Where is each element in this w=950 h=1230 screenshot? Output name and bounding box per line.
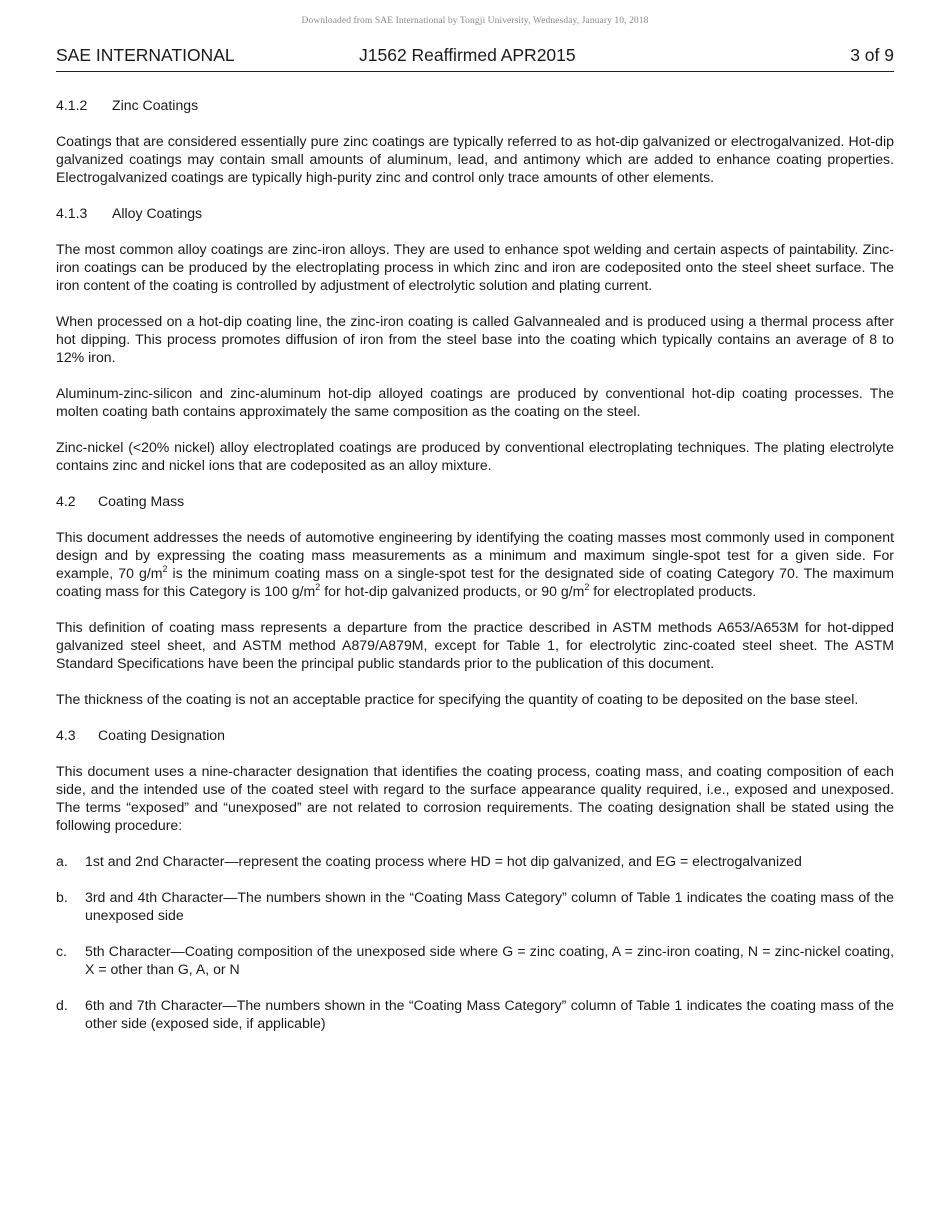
paragraph: This definition of coating mass represents a departure from the practice described in ASTM methods A653/A653M for hot-dipped galvanized steel sheet, and ASTM method A879/A879M, except for Table 1, for electrolytic zinc-coated steel sheet. The ASTM Standard Specifications have been the principal public standards prior to the publication of this document. (56, 619, 894, 671)
text-run: is the minimum coating mass on a single-spot test for the designated side of coating Category 70. The maximum coating mass for this Category is 100 g/m (56, 565, 894, 599)
page-number: 3 of 9 (850, 45, 894, 65)
section-heading-4-1-2 (56, 96, 894, 114)
list-item (56, 852, 894, 870)
list-item-text: 3rd and 4th Character—The numbers shown in the “Coating Mass Category” column of Table 1 indicates the coating mass of the unexposed side (85, 889, 894, 923)
section-title: Coating Designation (98, 727, 225, 743)
list-item (56, 996, 894, 1032)
document-id: J1562 Reaffirmed APR2015 (359, 45, 576, 65)
section-title: Alloy Coatings (112, 205, 203, 221)
paragraph: The thickness of the coating is not an acceptable practice for specifying the quantity of coating to be deposited on the base steel. (56, 691, 859, 707)
section-heading-4-2 (56, 492, 894, 510)
paragraph: This document uses a nine-character designation that identifies the coating process, coating mass, and coating composition of each side, and the intended use of the coated steel with regard to the surface appearance quality required, i.e., exposed and unexposed. The terms “exposed” and “unexposed” are not related to corrosion requirements. The coating designation shall be stated using the following procedure: (56, 763, 894, 833)
section-number: 4.2 (56, 493, 76, 509)
section-number: 4.1.3 (56, 205, 88, 221)
list-marker: c. (56, 943, 67, 959)
section-title: Coating Mass (98, 493, 185, 509)
list-item-text: 1st and 2nd Character—represent the coating process where HD = hot dip galvanized, and EG = electrogalvanized (85, 853, 802, 869)
page-header (56, 45, 894, 72)
text-run: This document addresses the needs of automotive engineering by identifying the coating masses most commonly used in component design and by expressing the coating mass measurements as a minimum and maximum single-spot test for a given side. For example, 70 g/m (56, 529, 894, 581)
section-number: 4.3 (56, 727, 76, 743)
list-marker: b. (56, 889, 68, 905)
download-watermark: Downloaded from SAE International by Tongji University, Wednesday, January 10, 2018 (301, 16, 649, 26)
text-run: for electroplated products. (589, 583, 757, 599)
list-item-text: 6th and 7th Character—The numbers shown in the “Coating Mass Category” column of Table 1 indicates the coating mass of the other side (exposed side, if applicable) (85, 997, 894, 1031)
superscript: 2 (584, 582, 590, 592)
list-item (56, 942, 894, 978)
superscript: 2 (162, 564, 168, 574)
list-item-text: 5th Character—Coating composition of the unexposed side where G = zinc coating, A = zinc-iron coating, N = zinc-nickel coating, X = other than G, A, or N (85, 943, 894, 977)
paragraph: Aluminum-zinc-silicon and zinc-aluminum hot-dip alloyed coatings are produced by conventional hot-dip coating processes. The molten coating bath contains approximately the same composition as the coating on the steel. (56, 385, 894, 419)
text-run: for hot-dip galvanized products, or 90 g/m (320, 583, 585, 599)
paragraph: The most common alloy coatings are zinc-iron alloys. They are used to enhance spot welding and certain aspects of paintability. Zinc-iron coatings can be produced by the electroplating process in which zinc and iron are codeposited onto the steel sheet surface. The iron content of the coating is controlled by adjustment of electrolytic solution and plating current. (56, 241, 894, 293)
section-title: Zinc Coatings (112, 97, 199, 113)
paragraph: Coatings that are considered essentially pure zinc coatings are typically referred to as hot-dip galvanized or electrogalvanized. Hot-dip galvanized coatings may contain small amounts of aluminum, lead, and antimony which are added to enhance coating properties. Electrogalvanized coatings are typically high-purity zinc and control only trace amounts of other elements. (56, 133, 894, 185)
paragraph: Zinc-nickel (<20% nickel) alloy electroplated coatings are produced by conventional electroplating techniques. The plating electrolyte contains zinc and nickel ions that are codeposited as an alloy mixture. (56, 439, 894, 473)
paragraph-coating-mass (56, 528, 894, 600)
publisher-name: SAE INTERNATIONAL (56, 45, 235, 65)
list-marker: d. (56, 997, 68, 1013)
document-body (56, 96, 894, 1050)
superscript: 2 (315, 582, 321, 592)
list-marker: a. (56, 853, 68, 869)
section-number: 4.1.2 (56, 97, 88, 113)
list-item (56, 888, 894, 924)
paragraph: When processed on a hot-dip coating line, the zinc-iron coating is called Galvannealed and is produced using a thermal process after hot dipping. This process promotes diffusion of iron from the steel base into the coating which typically contains an average of 8 to 12% iron. (56, 313, 894, 365)
section-heading-4-1-3 (56, 204, 894, 222)
section-heading-4-3 (56, 726, 894, 744)
